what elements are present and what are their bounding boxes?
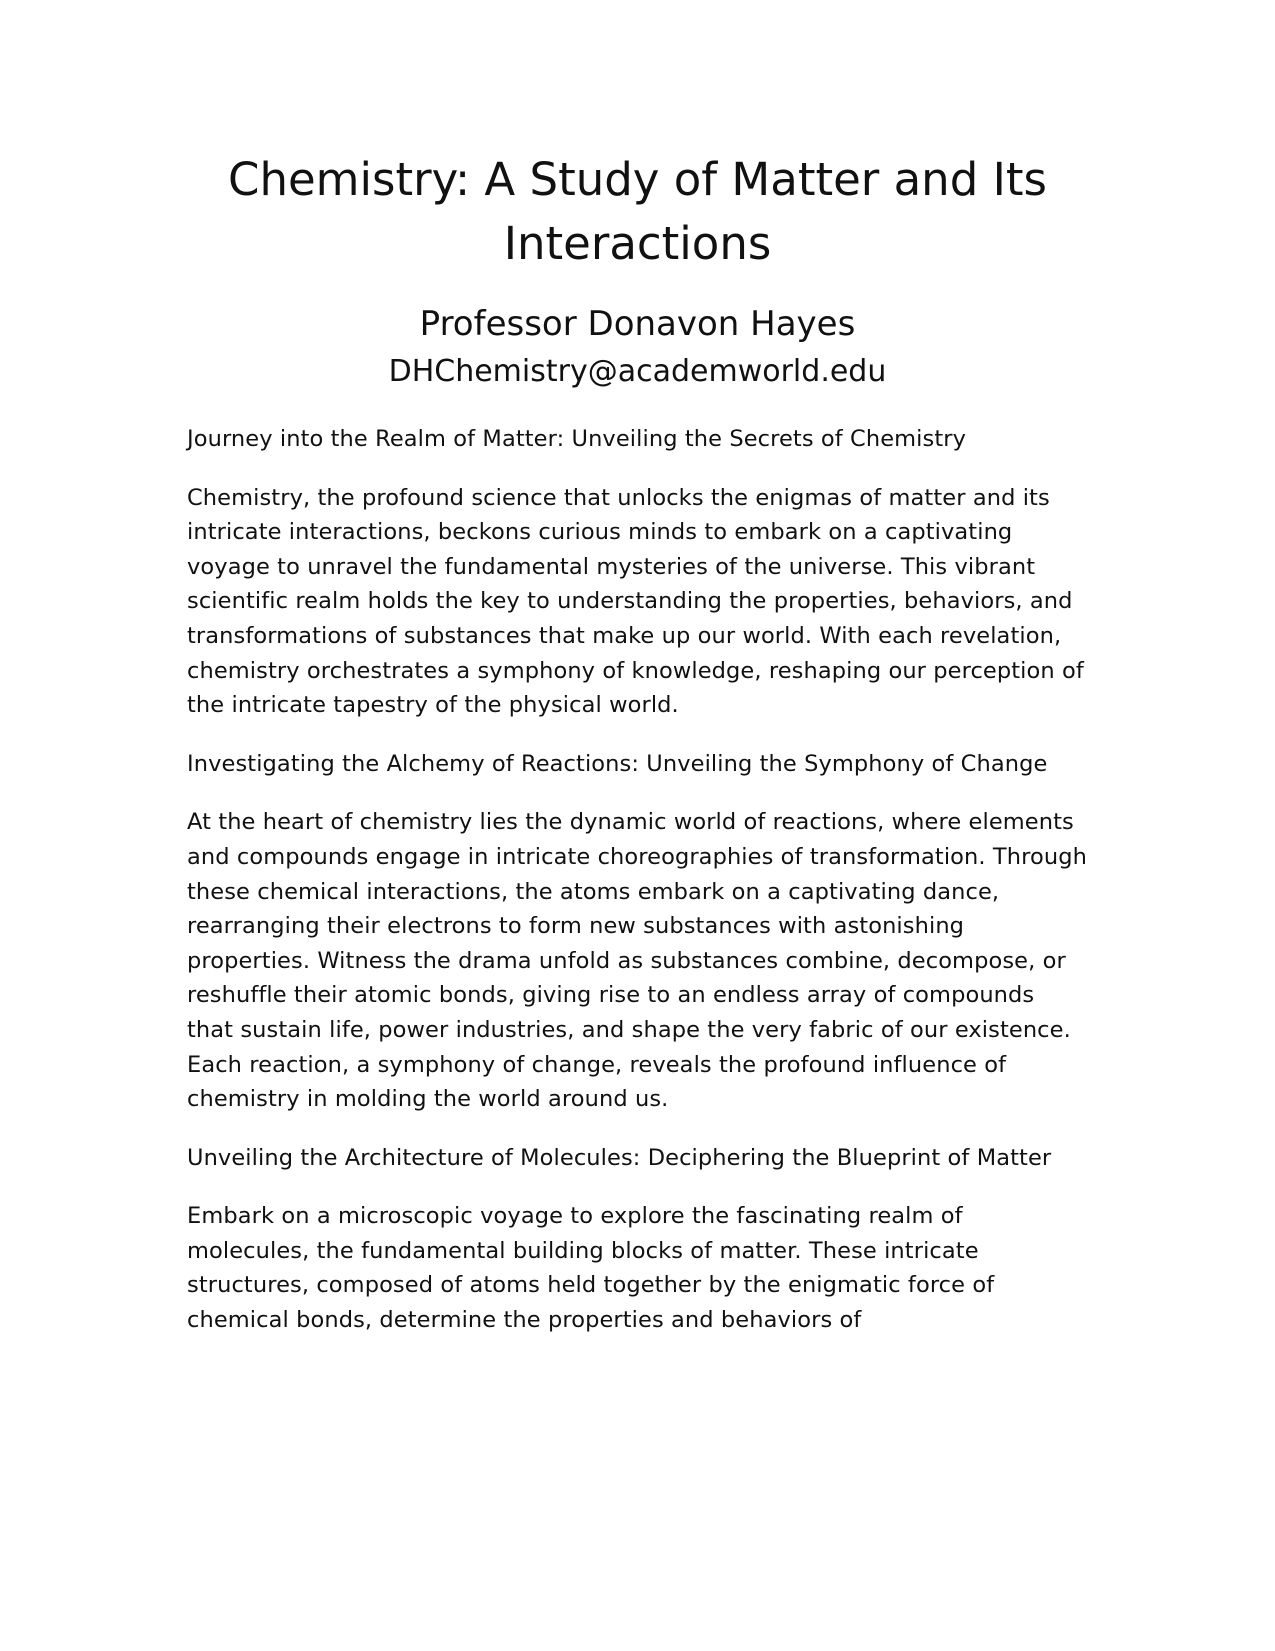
section-paragraph: Embark on a microscopic voyage to explore the fascinating realm of molecules, the fundamental building blocks of matter. These intricate structures, composed of atoms held together by the enigmatic force of chemical bonds, determine the properties and behaviors of xyxy=(187,1203,995,1334)
section-paragraph: At the heart of chemistry lies the dynamic world of reactions, where elements and compounds engage in intricate choreographies of transformation. Through these chemical interactions, the atoms embark on a captivating dance, rearranging their electrons to form new substances with astonishing properties. Witness the drama unfold as substances combine, decompose, or reshuffle their atomic bonds, giving rise to an endless array of compounds that sustain life, power industries, and shape the very fabric of our existence. Each reaction, a symphony of change, reveals the profound influence of chemistry in molding the world around us. xyxy=(187,809,1087,1113)
section-paragraph: Chemistry, the profound science that unlocks the enigmas of matter and its intricate interactions, beckons curious minds to embark on a captivating voyage to unravel the fundamental mysteries of the universe. This vibrant scientific realm holds the key to understanding the properties, behaviors, and transformations of substances that make up our world. With each revelation, chemistry orchestrates a symphony of knowledge, reshaping our perception of the intricate tapestry of the physical world. xyxy=(187,484,1084,719)
section-heading: Investigating the Alchemy of Reactions: Unveiling the Symphony of Change xyxy=(187,750,1048,777)
document-body xyxy=(187,422,1087,1362)
author-name: Professor Donavon Hayes xyxy=(419,304,856,344)
author-email: DHChemistry@academworld.edu xyxy=(388,354,887,389)
document-title: Chemistry: A Study of Matter and Its Interactions xyxy=(228,153,1047,270)
section-heading: Unveiling the Architecture of Molecules: Deciphering the Blueprint of Matter xyxy=(187,1144,1052,1171)
section-heading: Journey into the Realm of Matter: Unveiling the Secrets of Chemistry xyxy=(187,426,967,452)
